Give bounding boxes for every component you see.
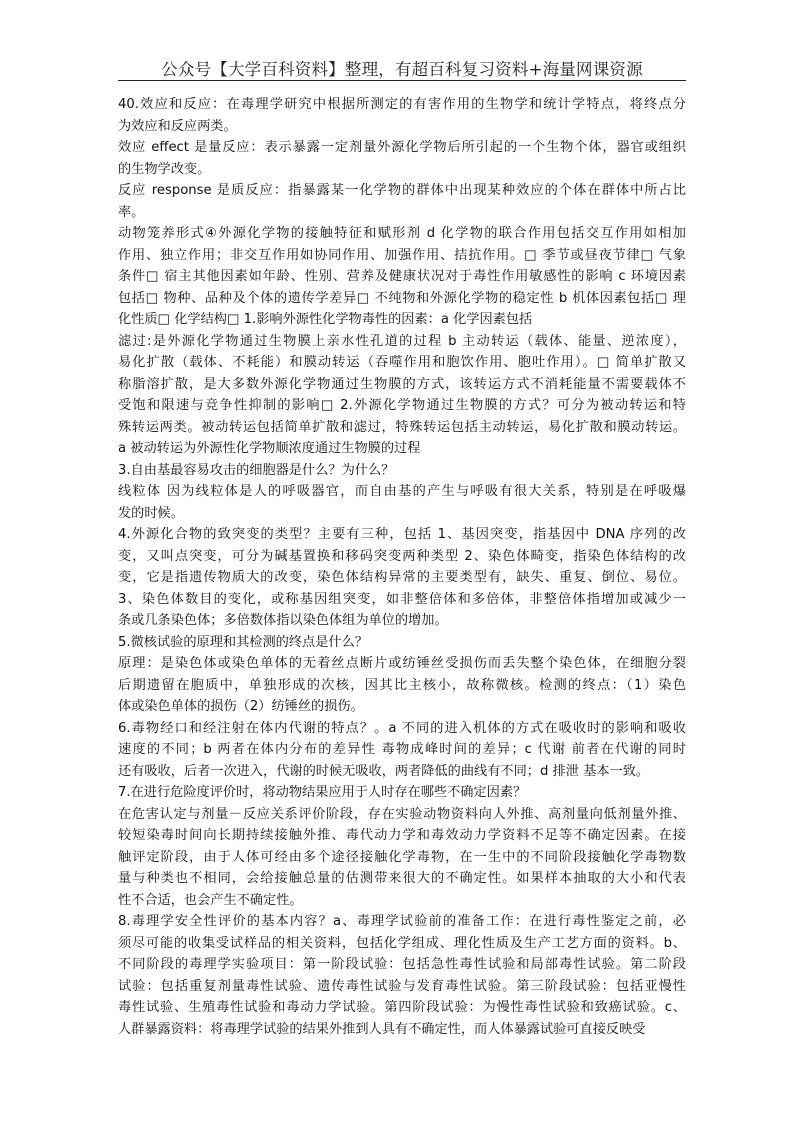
paragraph — [118, 718, 686, 783]
text-line: 量与种类也不相同，会给接触总量的估测带来很大的不确定性。如果样本抽取的大小和代表 — [118, 871, 686, 886]
text-line: 条件□ 宿主其他因素如年龄、性别、营养及健康状况对于毒性作用敏感性的影响 c 环境因素 — [118, 269, 686, 284]
text-line: 动物笼养形式④外源化学物的接触特征和赋形剂 d 化学物的联合作用包括交互作用如相加 — [118, 226, 686, 241]
text-line: 原理：是染色体或染色单体的无着丝点断片或纺锤丝受损伤而丢失整个染色体，在细胞分裂 — [118, 656, 686, 671]
text-line: 反应 response 是质反应：指暴露某一化学物的群体中出现某种效应的个体在群体中所占比 — [118, 183, 686, 198]
text-line: 不同阶段的毒理学实验项目：第一阶段试验：包括急性毒性试验和局部毒性试验。第二阶段 — [118, 957, 686, 972]
text-line: 触评定阶段，由于人体可经由多个途径接触化学毒物，在一生中的不同阶段接触化学毒物数 — [118, 849, 686, 865]
text-line: 易化扩散（载体、不耗能）和膜动转运（吞噬作用和胞饮作用、胞吐作用）。□ 简单扩散又 — [118, 355, 686, 370]
text-line: 8.毒理学安全性评价的基本内容？a、毒理学试验前的准备工作：在进行毒性鉴定之前，必 — [118, 914, 686, 929]
text-line: 的生物学改变。 — [118, 161, 211, 177]
text-line: 线粒体 因为线粒体是人的呼吸器官，而自由基的产生与呼吸有很大关系，特别是在呼吸爆 — [118, 484, 686, 499]
text-line: 须尽可能的收集受试样品的相关资料，包括化学组成、理化性质及生产工艺方面的资料。b、 — [118, 935, 686, 951]
text-line: 试验：包括重复剂量毒性试验、遗传毒性试验与发育毒性试验。第三阶段试验：包括亚慢性 — [118, 978, 686, 994]
text-line: 变，它是指遗传物质大的改变，染色体结构异常的主要类型有，缺失、重复、倒位、易位。 — [118, 570, 686, 585]
paragraph — [118, 180, 686, 223]
text-line: 5.微核试验的原理和其检测的终点是什么？ — [118, 634, 368, 650]
text-line: 后期遗留在胞质中，单独形成的次核，因其比主核小，故称微核。检测的终点：（1）染色 — [118, 677, 686, 693]
text-line: 作用、独立作用；非交互作用如协同作用、加强作用、拮抗作用。□ 季节或昼夜节律□ 气象 — [118, 247, 686, 263]
text-line: 化性质□ 化学结构□ 1.影响外源性化学物毒性的因素：a 化学因素包括 — [118, 312, 533, 327]
text-line: 3.自由基最容易攻击的细胞器是什么？为什么？ — [118, 462, 395, 478]
text-line: 毒性试验、生殖毒性试验和毒动力学试验。第四阶段试验：为慢性毒性试验和致癌试验。c、 — [118, 1000, 686, 1015]
paragraph — [118, 632, 686, 654]
text-line: 受饱和限速与竞争性抑制的影响□ 2.外源化学物通过生物膜的方式？可分为被动转运和特 — [118, 398, 686, 413]
paragraph — [118, 223, 686, 331]
text-line: 包括□ 物种、品种及个体的遗传学差异□ 不纯物和外源化学物的稳定性 b 机体因素包括□ 理 — [118, 290, 686, 306]
text-line: 7.在进行危险度评价时，将动物结果应用于人时存在哪些不确定因素？ — [118, 785, 527, 800]
text-line: 6.毒物经口和经注射在体内代谢的特点？。a 不同的进入机体的方式在吸收时的影响和吸收 — [118, 720, 686, 736]
text-line: 为效应和反应两类。 — [118, 118, 237, 134]
text-line: 发的时候。 — [118, 505, 184, 521]
text-line: a 被动转运为外源性化学物顺浓度通过生物膜的过程 — [118, 441, 421, 456]
paragraph — [118, 331, 686, 460]
text-line: 4.外源化合物的致突变的类型？主要有三种，包括 1、基因突变，指基因中 DNA 序列的改 — [118, 527, 686, 542]
text-line: 体或染色单体的损伤（2）纺锤丝的损伤。 — [118, 699, 364, 714]
text-line: 在危害认定与剂量－反应关系评价阶段，存在实验动物资料向人外推、高剂量向低剂量外推、 — [118, 806, 686, 822]
text-line: 变，又叫点突变，可分为碱基置换和移码突变两种类型 2、染色体畸变，指染色体结构的改 — [118, 548, 686, 564]
text-line: 率。 — [118, 204, 145, 220]
header-divider — [118, 80, 686, 81]
paragraph — [118, 804, 686, 912]
text-line: 滤过:是外源化学物通过生物膜上亲水性孔道的过程 b 主动转运（载体、能量、逆浓度）， — [118, 333, 686, 349]
paragraph — [118, 460, 686, 482]
text-line: 40.效应和反应：在毒理学研究中根据所测定的有害作用的生物学和统计学特点，将终点分 — [118, 97, 686, 112]
paragraph — [118, 137, 686, 180]
paragraph — [118, 911, 686, 1040]
paragraph — [118, 524, 686, 632]
paragraph — [118, 653, 686, 718]
text-line: 称脂溶扩散，是大多数外源化学物通过生物膜的方式，该转运方式不消耗能量不需要载体不 — [118, 376, 686, 392]
text-line: 性不合适，也会产生不确定性。 — [118, 892, 303, 908]
text-line: 3、染色体数目的变化，或称基因组突变，如非整倍体和多倍体，非整倍体指增加或减少一 — [118, 591, 686, 607]
text-line: 人群暴露资料：将毒理学试验的结果外推到人具有不确定性，而人体暴露试验可直接反映受 — [118, 1021, 646, 1037]
text-line: 效应 effect 是量反应：表示暴露一定剂量外源化学物后所引起的一个生物个体，器官或组织 — [118, 140, 686, 155]
document-body — [118, 94, 686, 1040]
text-line: 还有吸收，后者一次进入，代谢的时候无吸收，两者降低的曲线有不同；d 排泄 基本一致。 — [118, 763, 650, 779]
text-line: 速度的不同；b 两者在体内分布的差异性 毒物成峰时间的差异；c 代谢 前者在代谢的同时 — [118, 742, 686, 757]
page-header: 公众号【大学百科资料】整理，有超百科复习资料+海量网课资源 — [161, 60, 643, 79]
paragraph — [118, 94, 686, 137]
paragraph — [118, 782, 686, 804]
text-line: 条或几条染色体；多倍数体指以染色体组为单位的增加。 — [118, 613, 448, 628]
paragraph — [118, 481, 686, 524]
text-line: 较短染毒时间向长期持续接触外推、毒代动力学和毒效动力学资料不足等不确定因素。在接 — [118, 828, 686, 843]
text-line: 殊转运两类。被动转运包括简单扩散和滤过，特殊转运包括主动转运，易化扩散和膜动转运。 — [118, 419, 686, 435]
